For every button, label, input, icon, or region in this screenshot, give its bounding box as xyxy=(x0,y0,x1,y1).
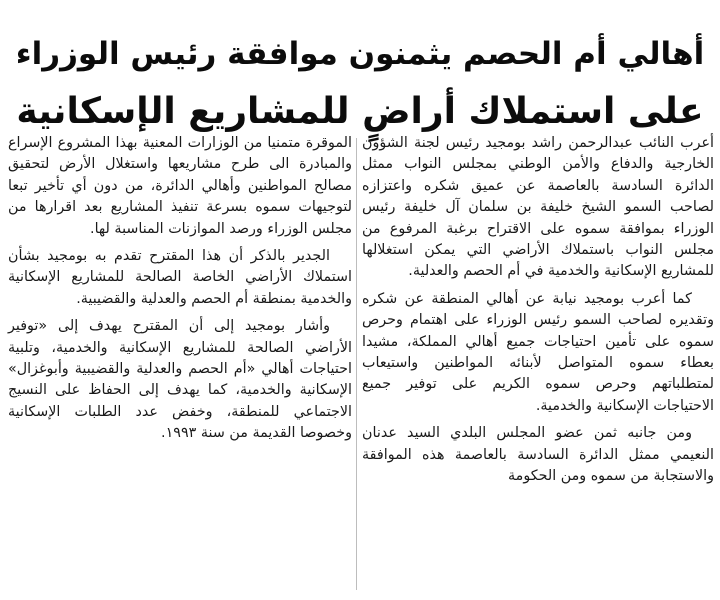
paragraph: كما أعرب بومجيد نيابة عن أهالي المنطقة عن شكره وتقديره لصاحب السمو رئيس الوزراء على اهتمام وحرص سموه على تأمين احتياجات جميع أهالي المملكة، مشيدا بعطاء سموه المتواصل لأبنائه المواطنين واستيعاب لمتطلباتهم وحرص سموه الكريم على توفير جميع الاحتياجات الإسكانية والخدمية. xyxy=(362,290,714,414)
paragraph: أعرب النائب عبدالرحمن راشد بومجيد رئيس لجنة الشؤون الخارجية والدفاع والأمن الوطني بمجلس النواب ممثل الدائرة السادسة بالعاصمة عن عميق شكره واعتزازه لصاحب السمو الشيخ خليفة بن سلمان آل خليفة رئيس الوزراء بموافقة سموه على الاقتراح برغبة المرفوع من مجلس النواب باستملاك الأراضي التي يمكن استغلالها للمشاريع الإسكانية والخدمية في أم الحصم والعدلية. xyxy=(362,135,714,280)
paragraph: وأشار بومجيد إلى أن المقترح يهدف إلى «توفير الأراضي الصالحة للمشاريع الإسكانية والخدمية، وتلبية احتياجات أهالي «أم الحصم والعدلية والقضيبية وأبوغزال» الإسكانية والخدمية، كما يهدف إلى الحفاظ على النسيج الاجتماعي للمنطقة، وخفض عدد الطلبات الإسكانية وخصوصا القديمة من سنة ١٩٩٣. xyxy=(8,318,352,442)
paragraph: الموقرة متمنيا من الوزارات المعنية بهذا المشروع الإسراع والمبادرة الى طرح مشاريعها واستغلال الأرض لتحقيق مصالح المواطنين وأهالي الدائرة، من دون أي تأخير تبعا لتوجيهات سموه بسرعة تنفيذ المشاريع بعد اقرارها من مجلس الوزراء ورصد الموازنات المناسبة لها. xyxy=(8,135,352,237)
article-column-right xyxy=(362,133,714,494)
paragraph: ومن جانبه ثمن عضو المجلس البلدي السيد عدنان النعيمي ممثل الدائرة السادسة بالعاصمة هذه الموافقة والاستجابة من سموه ومن الحكومة xyxy=(362,425,714,485)
column-divider xyxy=(356,138,357,590)
paragraph: الجدير بالذكر أن هذا المقترح تقدم به بومجيد بشأن استملاك الأراضي الخاصة الصالحة للمشاريع الإسكانية والخدمية بمنطقة أم الحصم والعدلية والقضيبية. xyxy=(8,248,352,307)
article-column-left xyxy=(8,133,352,451)
article-headline xyxy=(8,25,712,145)
headline-line-2: على استملاك أراضٍ للمشاريع الإسكانية xyxy=(16,91,704,133)
headline-line-1: أهالي أم الحصم يثمنون موافقة رئيس الوزراء xyxy=(15,36,705,73)
